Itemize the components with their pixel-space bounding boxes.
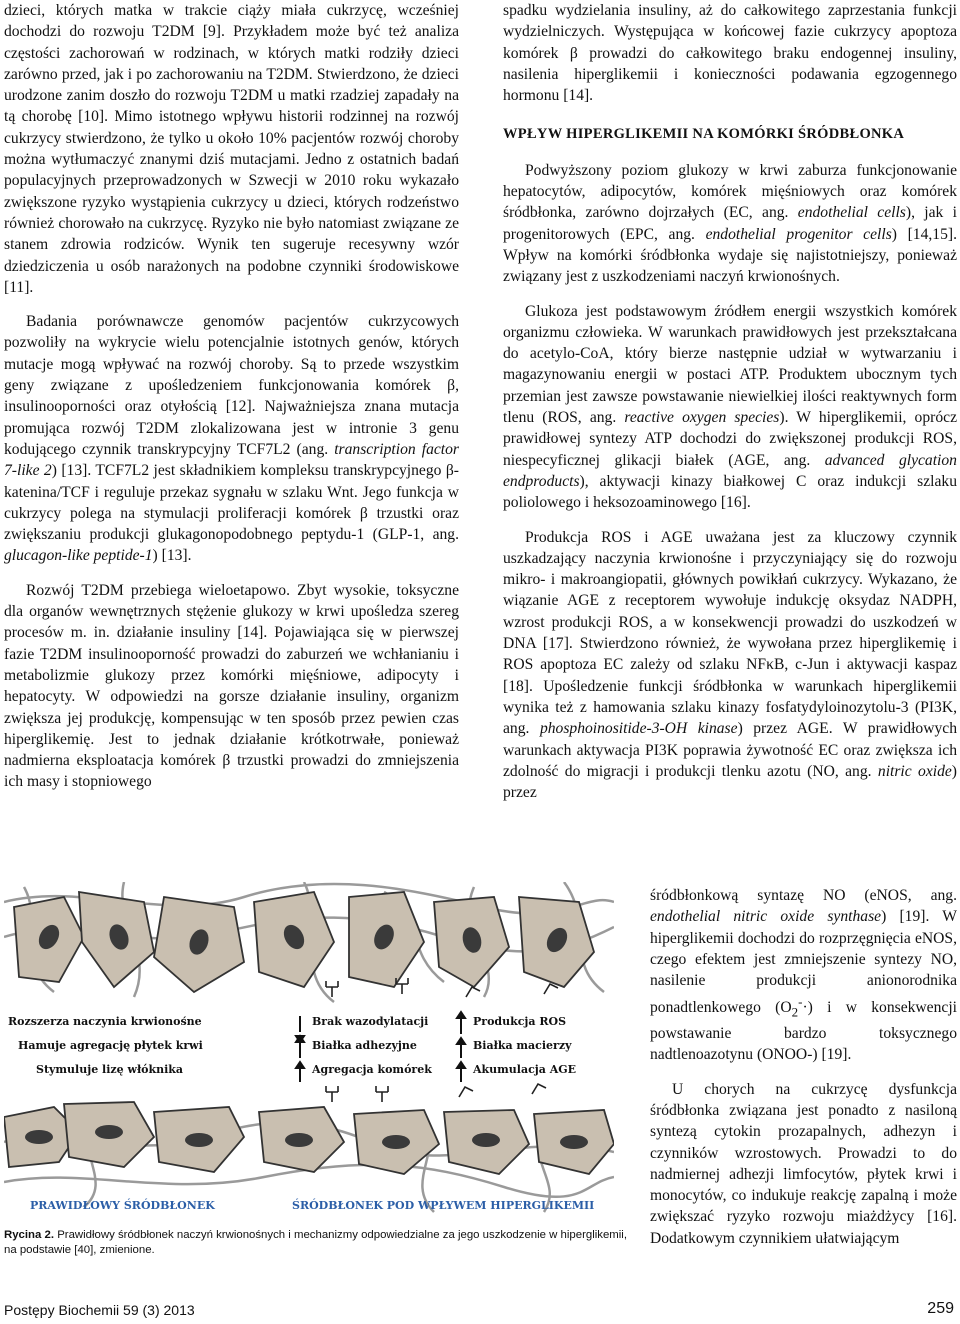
paragraph: [503, 527, 957, 804]
text-run: ·) i w konsekwencji powstawanie bardzo toksycznego nadtlenoazotynu (ONOO-) [19].: [650, 999, 957, 1064]
label-normal-endothelium: PRAWIDŁOWY ŚRÓDBŁONEK: [30, 1199, 215, 1212]
label-hyperglycemic-endothelium: ŚRÓDBŁONEK POD WPŁYWEM HIPERGLIKEMII: [292, 1199, 595, 1212]
text-run-italic: endothelial nitric oxide synthase: [650, 908, 882, 926]
label-adhesion-proteins: Białka adhezyjne: [312, 1039, 417, 1052]
text-run: Podwyższony poziom glukozy w krwi zaburza funkcjonowanie hepatocytów, adipocytów, komórek mięśniowych oraz komórek śródbłonka, zarówno dojrzałych (EC, ang.: [503, 161, 957, 222]
text-run: Produkcja ROS i AGE uważana jest za kluczowy czynnik uszkadzający naczynia krwionośne i przyczyniający się do rozwoju mikro- i makroangiopatii, głównych powikłań cukrzycy. Wykazano, że wiązanie AGE z receptorem wywołuje indukcję oksydaz NADPH, wzrost produkcji ROS, a w konsekwencji prowadzi do uszkodzeń w DNA [17]. Stwierdzono również, że wywołana przez hiperglikemię i ROS apoptoza EC zależy od szlaku NFκB, c-Jun i aktywacji kaspaz [18]. Upośledzenie funkcji śródbłonka w warunkach hiperglikemii wynika też z hamowania szlaku kinazy fosfatydyloinozytolu-3 (PI3K, ang.: [503, 528, 957, 738]
text-run-italic: transcription factor 7-like 2: [4, 440, 459, 480]
paragraph: U chorych na cukrzycę dysfunkcja śródbłonka związana jest ponadto z nasiloną syntezą cytokin prozapalnych, adhezyn i czynników wzrostowych. Prowadzi to do nadmiernej adhezji limfocytów, płytek krwi i monocytów, co indukuje reakcję zapalną i może zwiększać ryzyko rozwoju miażdżycy [16]. Dodatkowym czynnikiem ułatwiającym: [650, 1080, 957, 1247]
text-run: ). W hiperglikemii, oprócz prawidłowej syntezy ATP dochodzi do zwiększonej produkcji ROS, niespecyficznej glikacji białek (AGE, ang.: [503, 409, 957, 469]
figure-illustration: [4, 882, 614, 1227]
paragraph: spadku wydzielania insuliny, aż do całkowitego zaprzestania funkcji wydzielniczych. Występująca w końcowej fazie cukrzycy apoptoza komórek β prowadzi do całkowitego braku endogennej insuliny, nasilenia hiperglikemii i konieczności podawania egzogennego hormonu [14].: [503, 2, 957, 105]
text-run: ) [14,15]. Wpływ na komórki śródbłonka wydaje się najistotniejszy, ponieważ związany jest z uszkodzeniami naczyń krwionośnych.: [503, 225, 957, 286]
paragraph: Rozwój T2DM przebiega wieloetapowo. Zbyt wysokie, toksyczne dla organów wewnętrznych stężenie glukozy w krwi upośledza szereg procesów m. in. działanie insuliny [14]. Pojawiająca się w pierwszej fazie T2DM insulinooporność prowadzi do zaburzeń we wchłanianiu i metabolizmie glukozy przez komórki mięśniowe, adipocyty i hepatocyty. W odpowiedzi na gorsze działanie insuliny, organizm zwiększa jej produkcję, kompensując w ten sposób przez pewien czas hiperglikemię. Jest to jednak działanie krótkotrwałe, ponieważ nadmierna eksploatacja komórek β trzustki prowadzi do zmniejszenia ich masy i stopniowego: [4, 581, 459, 791]
journal-footer: Postępy Biochemii 59 (3) 2013: [4, 1302, 195, 1318]
text-run: Glukoza jest podstawowym źródłem energii wszystkich komórek organizmu człowieka. W warunkach prawidłowych jest przekształcana do acetylo-CoA, który bierze następnie udział w wytwarzaniu i magazynowaniu energii w postaci ATP. Produktem ubocznym tych przemian jest zawsze powstawanie niewielkiej ilości reaktywnych form tlenu (ROS, ang.: [503, 302, 957, 427]
label-age-accumulation: Akumulacja AGE: [473, 1063, 577, 1076]
text-run-italic: nitric oxide: [877, 762, 952, 780]
page-number: 259: [927, 1300, 954, 1317]
label-platelet-inhibition: Hamuje agregację płytek krwi: [18, 1039, 203, 1052]
paragraph: [4, 311, 459, 567]
caption-label: Rycina 2.: [4, 1229, 55, 1241]
text-run: ) [19]. W hiperglikemii dochodzi do rozprzęgnięcia eNOS, czego efektem jest zmniejszenie syntezy NO, nasilenie produkcji anionorodnika ponadtlenkowego (O: [650, 908, 957, 1017]
text-run: ), aktywacji kinazy białkowej C oraz indukcji szlaku poliolowego i heksozoaminowego [16].: [503, 472, 957, 512]
right-narrow-text-column: [650, 885, 957, 1249]
label-cell-aggregation: Agregacja komórek: [312, 1063, 432, 1076]
label-vasodilation: Rozszerza naczynia krwionośne: [8, 1015, 202, 1028]
text-run-italic: phosphoinositide-3-OH kinase: [539, 720, 738, 738]
paragraph: dzieci, których matka w trakcie ciąży miała cukrzycę, wcześniej dochodzi do rozwoju T2DM [9]. Przykładem może być też analiza częstości zachorowań w rodzinach, w których matki rodziły dzieci zarówno przed, jak i po zachorowaniu na T2DM. Stwierdzono, że dzieci urodzone zanim doszło do rozwoju T2DM u matki rzadziej zapadały na tą chorobę [10]. Mimo istotnego wpływu historii rodzinnej na rozwój cukrzycy stwierdzono, że tylko u około 10% pacjentów rozwój choroby można wytłumaczyć znanymi dziś mutacjami. Jedno z ostatnich badań populacyjnych przeprowadzonych w Szwecji w 2010 roku wykazało zwiększone ryzyko wystąpienia cukrzycy u dzieci, których rodzeństwo również chorowało na cukrzycę. Ryzyko nie było natomiast związane ze stanem zdrowia rodziców. Wynik ten sugeruje recesywny wzór dziedziczenia u osób narażonych na podobne czynniki środowiskowe [11].: [4, 2, 459, 296]
caption-text: Prawidłowy śródbłonek naczyń krwionośnych i mechanizmy odpowiedzialne za jego uszkodzenie w hiperglikemii, na podstawie [40], zmienione.: [4, 1229, 628, 1256]
subscript: 2: [791, 1004, 799, 1020]
text-run: śródbłonkową syntazę NO (eNOS, ang.: [650, 887, 957, 904]
superscript: -: [798, 994, 803, 1010]
label-fibrinolysis: Stymuluje lizę włóknika: [36, 1063, 184, 1076]
text-run: ), jak i progenitorowych (EPC, ang.: [503, 204, 958, 243]
text-run-italic: endothelial progenitor cells: [705, 225, 892, 243]
paragraph: [650, 885, 957, 1066]
label-ros-production: Produkcja ROS: [473, 1015, 567, 1028]
section-heading: WPŁYW HIPERGLIKEMII NA KOMÓRKI ŚRÓDBŁONKA: [503, 126, 905, 143]
text-run-italic: glucagon-like peptide-1: [4, 547, 153, 565]
label-matrix-proteins: Białka macierzy: [473, 1039, 572, 1052]
text-run: ) [13].: [152, 547, 192, 565]
figure-caption: [4, 1228, 629, 1258]
text-run-italic: advanced glycation endproducts: [503, 451, 957, 490]
right-text-column: [503, 0, 957, 803]
text-run: ) przez AGE. W prawidłowych warunkach aktywacja PI3K poprawia żywotność EC oraz zwiększa ich zdolność do migracji i produkcji tlenku azotu (NO, ang.: [503, 720, 957, 780]
text-run: Badania porównawcze genomów pacjentów cukrzycowych pozwoliły na wykrycie wielu potencjalnie istotnych genów, których mutacje mogą wpływać na rozwój choroby. Są to przede wszystkim geny związane z upośledzeniem funkcjonowania komórek β, insulinooporności oraz otyłością [12]. Najważniejsza znana mutacja promująca rozwój T2DM zlokalizowana jest w intronie 3 genu kodującego czynnik transkrypcyjny TCF7L2 (ang.: [4, 313, 459, 458]
figure-endothelium: [4, 882, 614, 1227]
text-run-italic: reactive oxygen species: [624, 409, 780, 427]
label-no-vasodilation: Brak wazodylatacji: [312, 1015, 429, 1028]
text-run: ) [13]. TCF7L2 jest składnikiem kompleksu transkrypcyjnego β-katenina/TCF i reguluje przekaz sygnału w szlaku Wnt. Jego funkcja w cukrzycy polega na stymulacji proliferacji komórek β trzustki oraz zwiększaniu produkcji glukagonopodobnego peptydu-1 (GLP-1, ang.: [4, 462, 459, 544]
text-run: ) przez: [503, 762, 957, 802]
text-run-italic: endothelial cells: [797, 204, 906, 222]
paragraph: [503, 160, 957, 288]
left-text-column: [4, 0, 459, 793]
paragraph: [503, 301, 957, 514]
